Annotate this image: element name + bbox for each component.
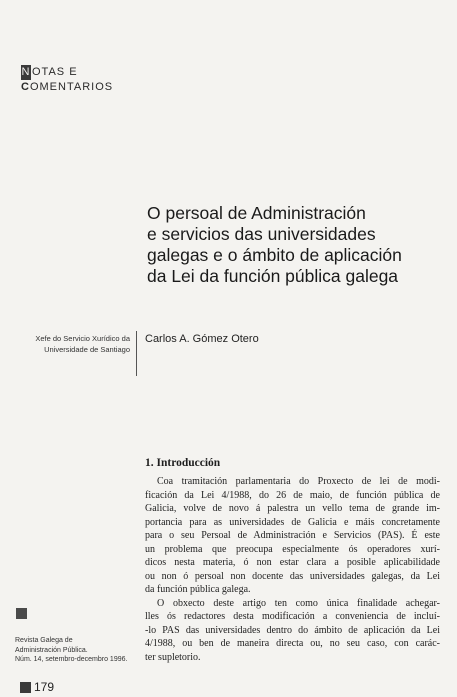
journal-line: Revista Galega de <box>15 637 73 644</box>
body-line: 4/1988, ou ben de maneira directa ou, no seu caso, con carác- <box>145 638 440 649</box>
body-line: ou non ó persoal non docente das universidades galegas, da Lei <box>145 570 440 582</box>
section-tag-line-2 <box>21 80 113 95</box>
journal-line: Administración Pública. <box>15 646 88 654</box>
body-line: da función pública galega. <box>145 584 251 595</box>
body-line: ficación da Lei 4/1988, do 26 de maio, de función pública de <box>145 489 440 501</box>
journal-citation <box>15 636 127 665</box>
body-line: Galicia, volve de novo á palestra un vello tema de grande im- <box>145 503 440 514</box>
body-line: dicos nesta materia, ó non estar clara a posible aplicabilidade <box>145 557 440 568</box>
body-line: ter supletorio. <box>145 651 201 663</box>
section-tag-rest-1: OTAS E <box>32 66 78 78</box>
journal-line: Núm. 14, setembro-decembro 1996. <box>15 656 128 663</box>
body-line: portancia para as universidades de Galicia e máis concretamente <box>145 516 440 528</box>
body-line: Coa tramitación parlamentaria do Proxecto de lei de modi- <box>157 476 440 487</box>
article-title-line: da Lei da función pública galega <box>147 266 399 286</box>
author-divider <box>136 331 137 376</box>
section-tag-initial-1: N <box>21 66 31 78</box>
article-title-line: galegas e o ámbito de aplicación <box>147 245 402 265</box>
affiliation-line: Universidade de Santiago <box>44 345 130 354</box>
body-line: para o seu Persoal de Administración e Servicios (PAS). É este <box>145 530 440 541</box>
article-title-line: O persoal de Administración <box>147 203 366 223</box>
section-tag <box>21 65 113 95</box>
affiliation-line: Xefe do Servicio Xurídico da <box>35 334 130 343</box>
section-heading: 1. Introducción <box>145 457 221 469</box>
author-name: Carlos A. Gómez Otero <box>145 333 259 345</box>
body-line: -lo PAS das universidades dentro do ámbito de aplicación da Lei <box>145 624 440 636</box>
body-text <box>145 475 440 664</box>
folio-marker <box>20 682 31 693</box>
author-affiliation <box>10 333 130 355</box>
article-title-line: e servicios das universidades <box>147 224 376 244</box>
section-tag-line-1 <box>21 65 113 80</box>
body-line: un problema que preocupa especialmente ós operadores xurí- <box>145 543 440 555</box>
page-number: 179 <box>34 680 55 694</box>
body-line: O obxecto deste artigo ten como única finalidade achegar- <box>157 597 440 609</box>
article-title <box>147 203 447 287</box>
section-tag-initial-2: C <box>21 81 30 93</box>
section-tag-rest-2: OMENTARIOS <box>29 81 114 93</box>
margin-marker <box>16 608 27 619</box>
body-line: lles ós redactores desta modificación a conveniencia de incluí- <box>145 611 440 622</box>
